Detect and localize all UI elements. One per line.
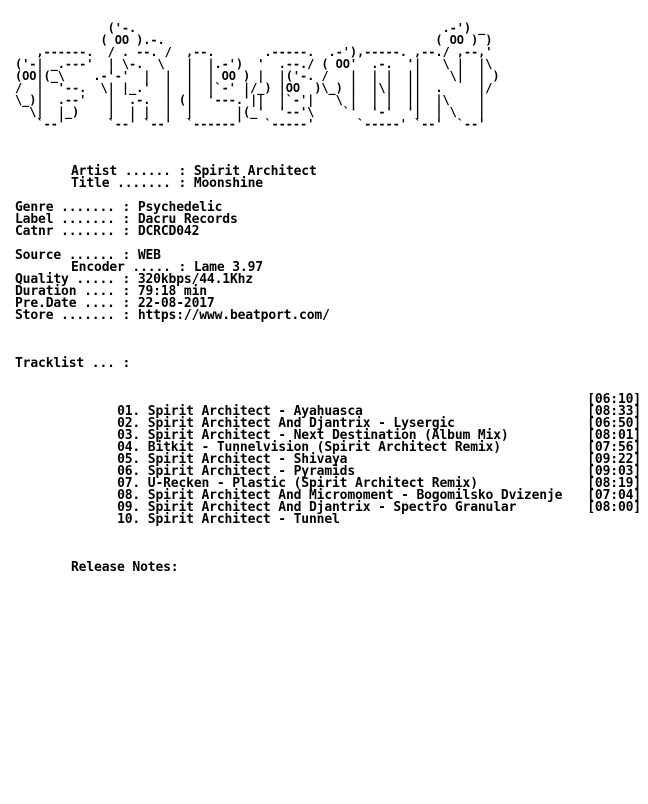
track-title: 04. Bitkit - Tunnelvision (Spirit Architect Remix)	[117, 440, 501, 455]
encoder-field: Encoder ..... : Lame 3.97	[71, 260, 263, 275]
track-duration: [06:10]	[587, 392, 641, 407]
track-title: 03. Spirit Architect - Next Destination (Album Mix)	[117, 428, 509, 443]
track-title: 07. U-Recken - Plastic (Spirit Architect Remix)	[117, 476, 478, 491]
track-title: 08. Spirit Architect And Micromoment - Bogomilsko Dvizenje	[117, 488, 563, 503]
catnr-field: Catnr ....... : DCRCD042	[15, 224, 200, 239]
logo-line: / | '--. \| |_.' | | |`-' |/_) |OO )\_) | |\| || . |/	[15, 81, 493, 95]
logo-line: ('-. .-') _	[15, 21, 486, 35]
track-duration: [06:50]	[587, 416, 641, 431]
track-duration: [07:56]	[587, 440, 641, 455]
logo-line: \_)| .--' | .-. | (| '---.'|| |`-'| \ | | | || |\ |	[15, 93, 486, 107]
predate-field: Pre.Date .... : 22-08-2017	[15, 296, 215, 311]
store-field: Store ....... : https://www.beatport.com/	[15, 308, 330, 323]
tracklist	[15, 392, 645, 527]
track-title: 01. Spirit Architect - Ayahuasca	[117, 404, 363, 419]
artist-field: Artist ...... : Spirit Architect	[71, 164, 317, 179]
ascii-logo	[15, 22, 645, 130]
logo-line: ,------. / . --. / ,--. .-----. .-'),-----. ,--./ ,--,'	[15, 45, 493, 59]
track-title: 05. Spirit Architect - Shivaya	[117, 452, 348, 467]
track-duration: [07:04]	[587, 488, 641, 503]
track-title: 10. Spirit Architect - Tunnel	[117, 512, 340, 527]
track-duration: [08:19]	[587, 476, 641, 491]
logo-line: ( OO ).-. ( OO ) )	[15, 33, 493, 47]
track-duration: [08:01]	[587, 428, 641, 443]
duration-field: Duration .... : 79:18 min	[15, 284, 207, 299]
track-title: 06. Spirit Architect - Pyramids	[117, 464, 356, 479]
tracklist-heading: Tracklist ... :	[15, 356, 131, 371]
track-title: 02. Spirit Architect And Djantrix - Lysergic	[117, 416, 455, 431]
logo-line: ('-| _.---' | \-. \ | |.-') ' .--./ ( OO' .-. '| \ | |\	[15, 57, 493, 71]
quality-field: Quality ..... : 320kbps/44.1Khz	[15, 272, 253, 287]
logo-line: `--' `--' `--' `------' `-----' `-----' `--' `--'	[15, 117, 486, 131]
label-field: Label ....... : Dacru Records	[15, 212, 238, 227]
track-title: 09. Spirit Architect And Djantrix - Spectro Granular	[117, 500, 517, 515]
track-duration: [08:00]	[587, 500, 641, 515]
track-duration: [09:22]	[587, 452, 641, 467]
logo-line: \| |_) | | | | | |(_' '--'\ `' '-' '| | \ |	[15, 105, 486, 119]
track-row	[15, 500, 641, 527]
logo-line: (OO|(_\ .-'-' | | | | OO ) | |('-. / | | | || \| | )	[15, 69, 500, 83]
track-duration: [09:03]	[587, 464, 641, 479]
genre-field: Genre ....... : Psychedelic	[15, 200, 223, 215]
nfo-document	[15, 22, 645, 574]
title-field: Title ....... : Moonshine	[71, 176, 263, 191]
track-duration: [08:33]	[587, 404, 641, 419]
source-field: Source ...... : WEB	[15, 248, 161, 263]
release-notes-heading: Release Notes:	[71, 560, 179, 575]
